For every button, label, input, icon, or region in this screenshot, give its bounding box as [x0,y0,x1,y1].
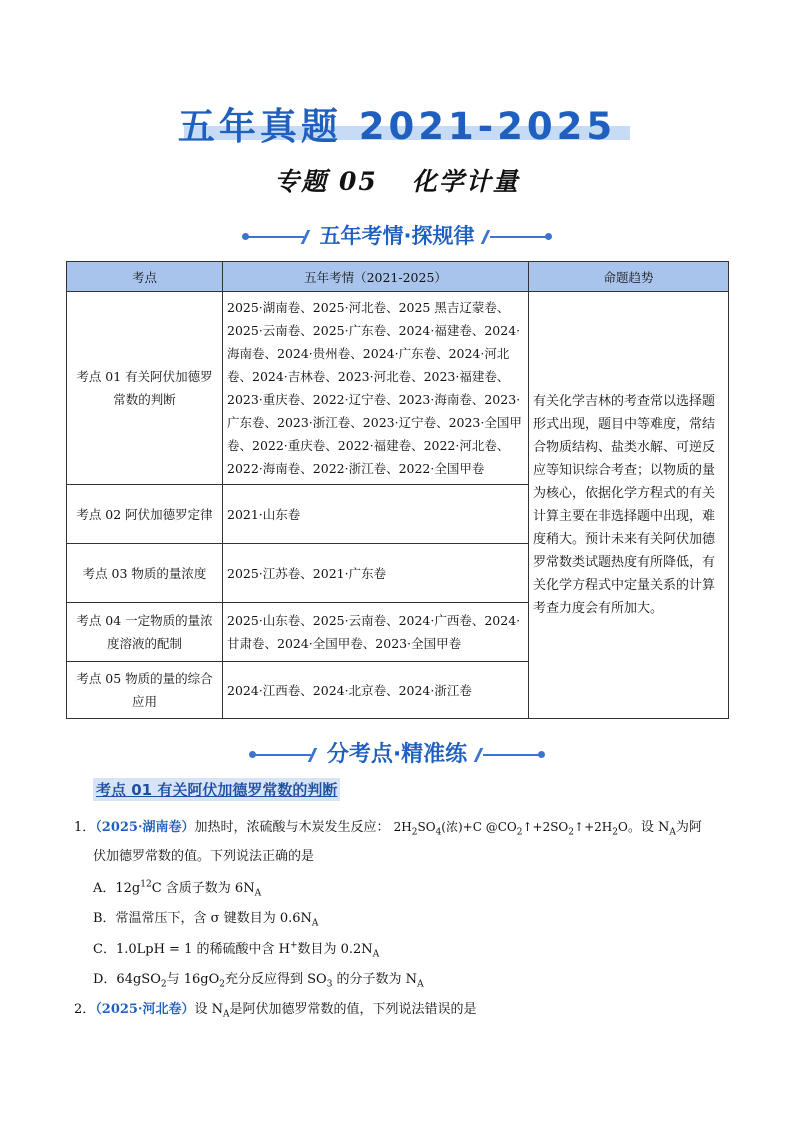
question-source: （2025·河北卷） [95,1002,195,1017]
header-kaodian: 考点 [67,262,223,292]
trend-cell: 有关化学吉林的考查常以选择题形式出现，题目中等难度，常结合物质结构、盐类水解、可逆反应等知识综合考查；以物质的量为核心，依据化学方程式的有关计算主要在非选择题中出现，难度稍大。预计未来有关阿伏加德罗常数类试题热度有所降低，有关化学方程式中定量关系的计算考查力度会有所加大。 [529,292,729,719]
main-title: 五年真题 2021-2025 [177,105,617,148]
question-stem: 设 N [194,1002,224,1017]
question-2: 2．（2025·河北卷）设 $N_A$是阿伏加德罗常数的值，下列说法错误的是 [74,1002,477,1020]
kaodian-heading [93,778,340,801]
kaodian-label: 考点 01 [96,781,153,799]
question-stem: 。设 N [627,820,670,835]
kaodian-name: 有关阿伏加德罗常数的判断 [157,781,338,799]
option-d[interactable]: D．64gSO$_2$与 $16gO_2$充分反应得到 $SO_3$ 的分子数为 $N_A$ [93,972,424,990]
qingkuang-cell: 2021·山东卷 [223,485,529,544]
option-a[interactable]: A．$12g^{12}C$ 含质子数为 $6N_A$ [93,879,262,899]
right-decoration [475,750,545,760]
header-trend: 命题趋势 [529,262,729,292]
section-title: 五年考情·探规律 [319,224,475,248]
section-header-practice [0,737,794,768]
section-title: 分考点·精准练 [326,742,468,767]
question-stem: 为阿 [675,820,702,835]
left-decoration [249,750,319,760]
qingkuang-cell: 2025·湖南卷、2025·河北卷、2025 黑吉辽蒙卷、2025·云南卷、2025·广东卷、2024·福建卷、2024·海南卷、2024·贵州卷、2024·广东卷、2024·河北卷、2024·吉林卷、2023·河北卷、2023·福建卷、2023·重庆卷、2022·辽宁卷、2023·海南卷、2023·广东卷、2023·浙江卷、2023·辽宁卷、2023·全国甲卷、2022·重庆卷、2022·福建卷、2022·河北卷、2022·海南卷、2022·浙江卷、2022·全国甲卷 [223,292,529,485]
kaodian-cell: 考点 03 物质的量浓度 [67,544,223,603]
question-source: （2025·湖南卷） [95,820,195,835]
kaodian-cell: 考点 02 阿伏加德罗定律 [67,485,223,544]
topic-title [0,162,794,198]
summary-table [66,261,729,719]
section-header-trends [0,220,794,250]
question-number: 2． [74,1002,96,1017]
topic-number: 专题 05 [274,167,378,196]
qingkuang-cell: 2025·江苏卷、2021·广东卷 [223,544,529,603]
table-row [67,292,729,485]
kaodian-cell: 考点 05 物质的量的综合应用 [67,662,223,719]
right-decoration [482,232,552,242]
reaction-equation: $2H_2SO_4$(浓)+C $@CO_2↑+2SO_2↑+2H_2O$ [393,820,628,838]
header-qingkuang: 五年考情（2021-2025） [223,262,529,292]
question-1: 1．（2025·湖南卷）加热时，浓硫酸与木炭发生反应： $2H_2SO_4$(浓)+C $@CO_2↑+2SO_2↑+2H_2O$。设 $N_A$为阿 [74,820,702,838]
question-stem: 是阿伏加德罗常数的值，下列说法错误的是 [229,1002,477,1017]
qingkuang-cell: 2025·山东卷、2025·云南卷、2024·广西卷、2024·甘肃卷、2024·全国甲卷、2023·全国甲卷 [223,603,529,662]
question-number: 1． [74,820,96,835]
option-c[interactable]: C．1.0LpH = 1 的稀硫酸中含 H+数目为 $0.2N_A$ [93,940,380,960]
left-decoration [242,232,312,242]
option-b[interactable]: B．常温常压下，含 σ 键数目为 $0.6N_A$ [93,911,319,929]
question-stem: 加热时，浓硫酸与木炭发生反应： [194,820,390,835]
question-1-line2: 伏加德罗常数的值。下列说法正确的是 [93,849,315,864]
qingkuang-cell: 2024·江西卷、2024·北京卷、2024·浙江卷 [223,662,529,719]
table-header-row [67,262,729,292]
topic-name: 化学计量 [411,167,520,196]
kaodian-cell: 考点 04 一定物质的量浓度溶液的配制 [67,603,223,662]
kaodian-cell: 考点 01 有关阿伏加德罗常数的判断 [67,292,223,485]
